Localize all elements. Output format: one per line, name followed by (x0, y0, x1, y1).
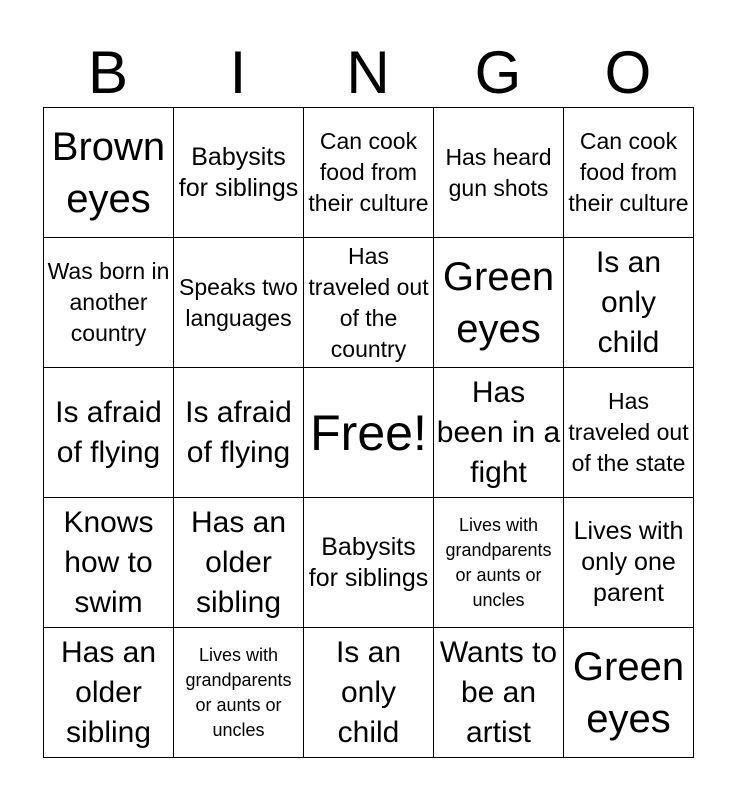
bingo-cell[interactable] (434, 628, 564, 758)
bingo-cell[interactable] (434, 498, 564, 628)
bingo-cell[interactable] (44, 238, 174, 368)
bingo-cell[interactable] (434, 368, 564, 498)
bingo-cell[interactable] (44, 368, 174, 498)
bingo-cell[interactable] (304, 108, 434, 238)
cell-text: Has an older sibling (190, 505, 287, 619)
bingo-cell[interactable] (174, 238, 304, 368)
cell-text: Brown eyes (51, 124, 166, 221)
bingo-cell[interactable] (304, 238, 434, 368)
cell-text: Babysits for siblings (308, 532, 429, 592)
free-cell-text: Free! (310, 404, 427, 461)
bingo-cell[interactable] (174, 498, 304, 628)
header-letter-o: O (604, 39, 652, 106)
cell-text: Lives with grandparents or aunts or uncles (185, 644, 292, 740)
header-letter-i: I (229, 39, 247, 106)
cell-text: Has an older sibling (60, 635, 157, 749)
cell-text: Has been in a fight (436, 375, 561, 489)
cell-text: Has traveled out of the country (308, 242, 429, 362)
header-letter-b: B (87, 39, 129, 106)
cell-text: Has traveled out of the state (568, 388, 689, 476)
cell-text: Green eyes (442, 254, 555, 351)
cell-text: Babysits for siblings (178, 142, 299, 202)
cell-text: Lives with only one parent (573, 517, 684, 607)
bingo-cell[interactable] (564, 628, 694, 758)
bingo-cell[interactable] (44, 498, 174, 628)
free-cell[interactable] (304, 368, 434, 498)
bingo-header (43, 40, 693, 106)
cell-text: Has heard gun shots (445, 143, 552, 201)
cell-text: Can cook food from their culture (568, 128, 689, 216)
cell-text: Knows how to swim (63, 505, 154, 619)
cell-text: Is afraid of flying (185, 395, 292, 469)
bingo-cell[interactable] (174, 628, 304, 758)
cell-text: Speaks two languages (179, 273, 298, 331)
cell-text: Is an only child (335, 635, 402, 749)
bingo-cell[interactable] (564, 498, 694, 628)
bingo-cell[interactable] (304, 498, 434, 628)
cell-text: Is afraid of flying (55, 395, 162, 469)
header-letter-g: G (474, 39, 522, 106)
bingo-board (43, 107, 694, 758)
cell-text: Green eyes (572, 644, 685, 741)
cell-text: Lives with grandparents or aunts or uncles (445, 514, 552, 610)
bingo-cell[interactable] (434, 238, 564, 368)
bingo-cell[interactable] (564, 368, 694, 498)
bingo-cell[interactable] (304, 628, 434, 758)
bingo-cell[interactable] (564, 238, 694, 368)
bingo-cell[interactable] (174, 368, 304, 498)
cell-text: Is an only child (595, 245, 662, 359)
bingo-cell[interactable] (434, 108, 564, 238)
bingo-cell[interactable] (174, 108, 304, 238)
cell-text: Was born in another country (47, 258, 170, 346)
bingo-cell[interactable] (44, 628, 174, 758)
cell-text: Can cook food from their culture (308, 128, 429, 216)
header-letter-n: N (346, 39, 390, 106)
cell-text: Wants to be an artist (439, 635, 558, 749)
bingo-cell[interactable] (564, 108, 694, 238)
bingo-cell[interactable] (44, 108, 174, 238)
